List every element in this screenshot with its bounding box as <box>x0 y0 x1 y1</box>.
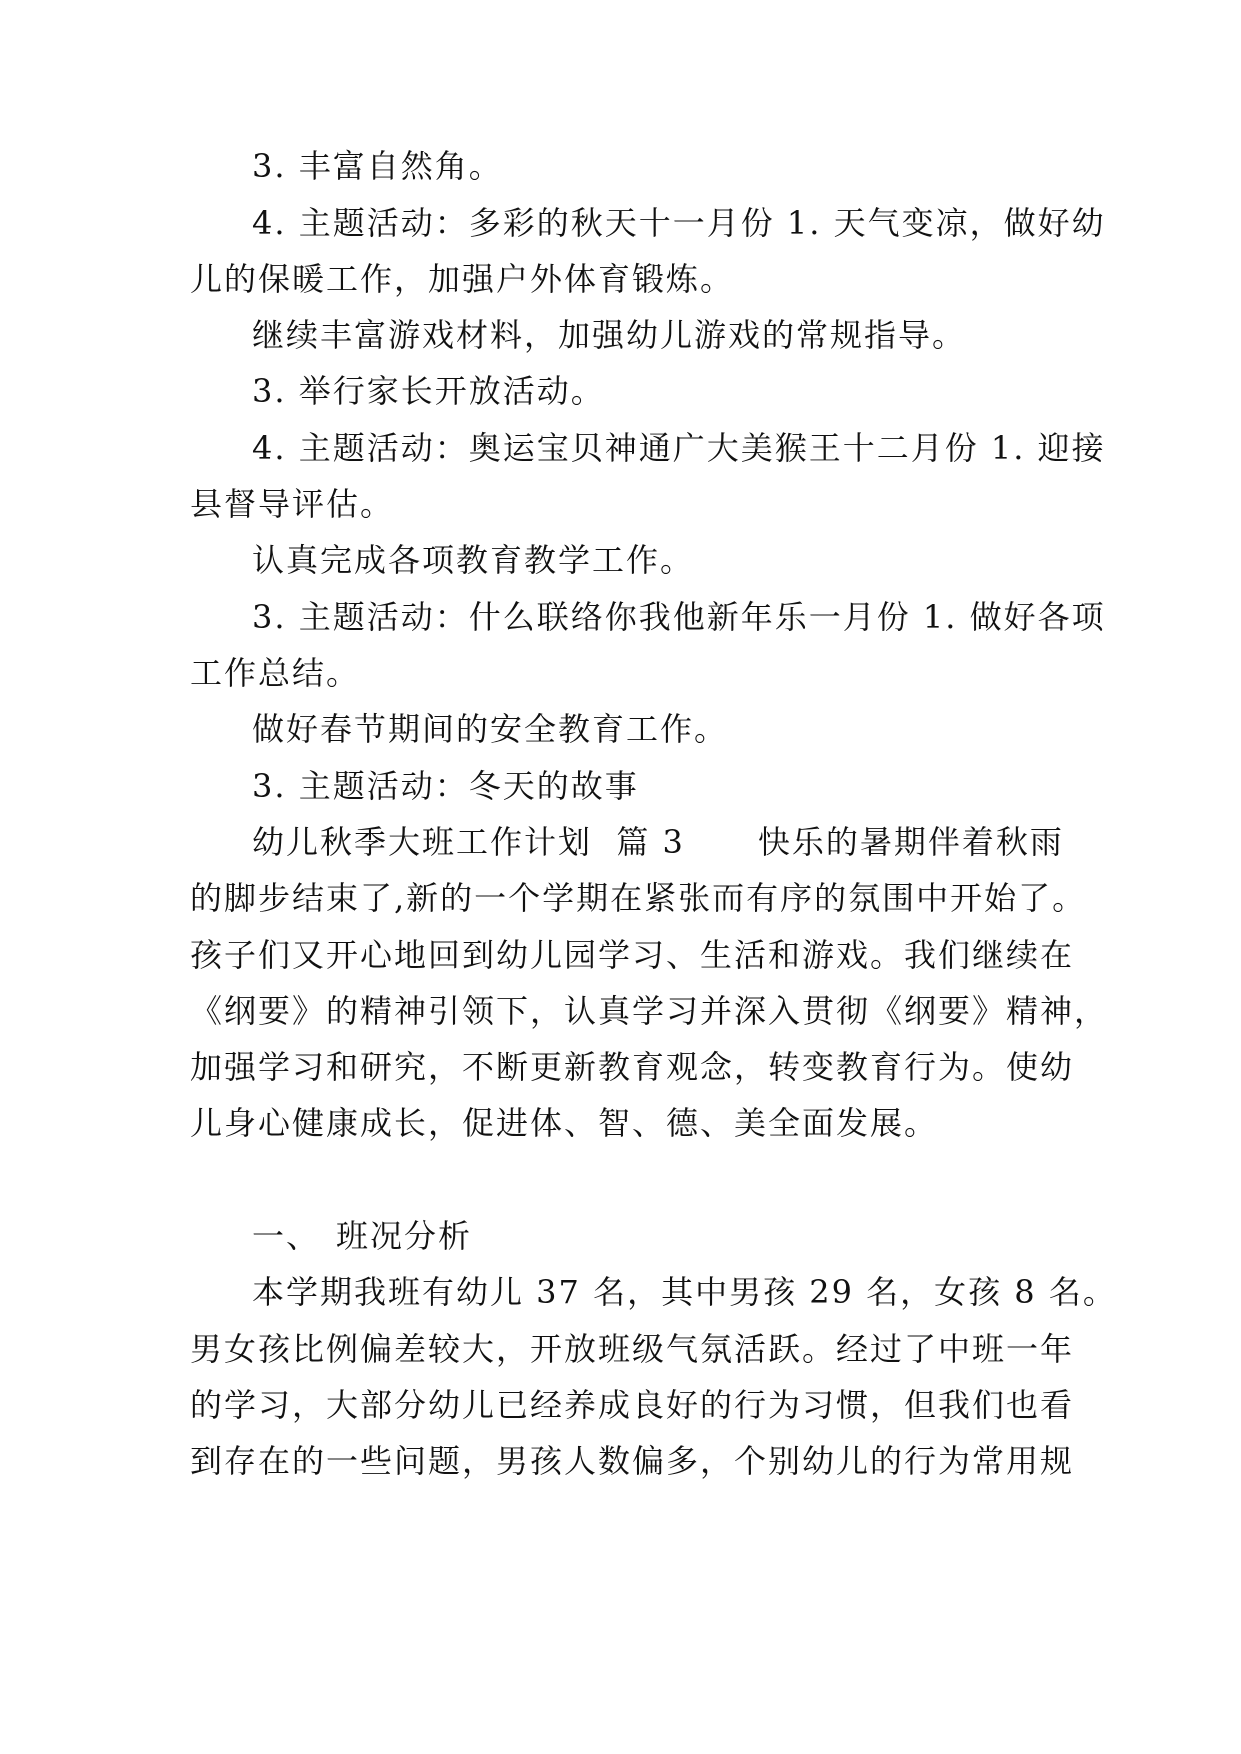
text-line: 儿身心健康成长，促进体、智、德、美全面发展。 <box>190 1104 939 1142</box>
text-line: 本学期我班有幼儿 37 名，其中男孩 29 名，女孩 8 名。 <box>252 1273 1117 1311</box>
text-line: 3. 丰富自然角。 <box>252 147 503 185</box>
text-line: 3. 举行家长开放活动。 <box>252 372 605 410</box>
text-line: 的脚步结束了,新的一个学期在紧张而有序的氛围中开始了。 <box>190 879 1087 917</box>
section-number: 一、 <box>252 1217 321 1255</box>
text-line: 幼儿秋季大班工作计划 篇 3 快乐的暑期伴着秋雨 <box>252 823 1064 861</box>
section-heading <box>252 1216 1132 1256</box>
text-line: 孩子们又开心地回到幼儿园学习、生活和游戏。我们继续在 <box>190 936 1075 974</box>
text-line: 到存在的一些问题，男孩人数偏多，个别幼儿的行为常用规 <box>190 1442 1075 1480</box>
text-line: 男女孩比例偏差较大，开放班级气氛活跃。经过了中班一年 <box>190 1330 1075 1368</box>
text-line: 3. 主题活动：冬天的故事 <box>252 767 639 805</box>
text-line: 3. 主题活动：什么联络你我他新年乐一月份 1. 做好各项 <box>252 598 1106 636</box>
text-line: 4. 主题活动：奥运宝贝神通广大美猴王十二月份 1. 迎接 <box>252 429 1106 467</box>
text-line: 《纲要》的精神引领下，认真学习并深入贯彻《纲要》精神， <box>190 992 1109 1030</box>
text-line: 县督导评估。 <box>190 485 395 523</box>
text-line: 的学习，大部分幼儿已经养成良好的行为习惯，但我们也看 <box>190 1386 1075 1424</box>
text-line: 儿的保暖工作，加强户外体育锻炼。 <box>190 260 735 298</box>
text-line: 加强学习和研究，不断更新教育观念，转变教育行为。使幼 <box>190 1048 1075 1086</box>
text-line: 工作总结。 <box>190 654 361 692</box>
text-line: 继续丰富游戏材料，加强幼儿游戏的常规指导。 <box>252 316 967 354</box>
text-line: 4. 主题活动：多彩的秋天十一月份 1. 天气变凉，做好幼 <box>252 204 1106 242</box>
text-line: 认真完成各项教育教学工作。 <box>252 541 695 579</box>
text-line: 做好春节期间的安全教育工作。 <box>252 710 729 748</box>
section-title: 班况分析 <box>336 1217 473 1255</box>
